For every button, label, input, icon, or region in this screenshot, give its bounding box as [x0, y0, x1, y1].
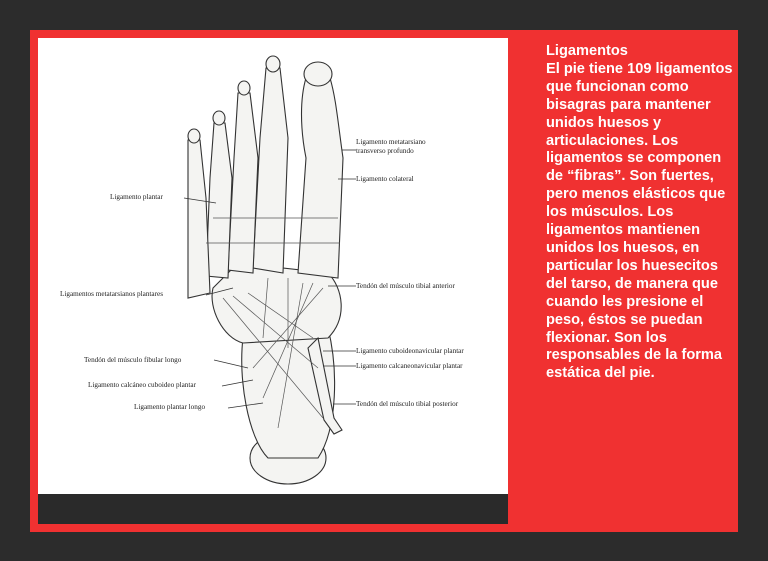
slide	[30, 30, 738, 532]
label-tibialis-posterior: Tendón del músculo tibial posterior	[356, 400, 459, 408]
label-metatarsal-plantar: Ligamentos metatarsianos plantares	[60, 290, 163, 298]
label-tibialis-anterior: Tendón del músculo tibial anterior	[356, 282, 455, 290]
label-metatarsal-transverse-line2: transverso profundo	[356, 147, 414, 155]
foot-ligaments-illustration	[38, 38, 508, 524]
anatomy-figure	[38, 38, 508, 524]
label-plantar: Ligamento plantar	[110, 193, 163, 201]
figure-bottom-bar	[38, 494, 508, 524]
label-calcaneonavicular: Ligamento calcaneonavicular plantar	[356, 362, 463, 370]
label-cuboideonavicular: Ligamento cuboideonavicular plantar	[356, 347, 464, 355]
label-metatarsal-transverse-line1: Ligamento metatarsiano	[356, 138, 426, 146]
label-calcaneocuboid: Ligamento calcáneo cuboideo plantar	[88, 381, 196, 389]
slide-body: El pie tiene 109 ligamentos que funcionan como bisagras para mantener unidos huesos y articulaciones. Los ligamentos se componen de “fibras”. Son fuertes, pero menos elásticos que los músculos. Los ligamentos mantienen unidos los huesos, en particular los huesecitos del tarso, de manera que cuando les presione el peso, éstos se puedan flexionar. Son los responsables de la forma estática del pie.	[546, 60, 733, 382]
label-fibularis-longus: Tendón del músculo fibular longo	[84, 356, 182, 364]
label-collateral: Ligamento colateral	[356, 175, 414, 183]
label-long-plantar: Ligamento plantar longo	[134, 403, 206, 411]
slide-heading: Ligamentos	[546, 43, 628, 59]
description-text	[546, 43, 736, 383]
